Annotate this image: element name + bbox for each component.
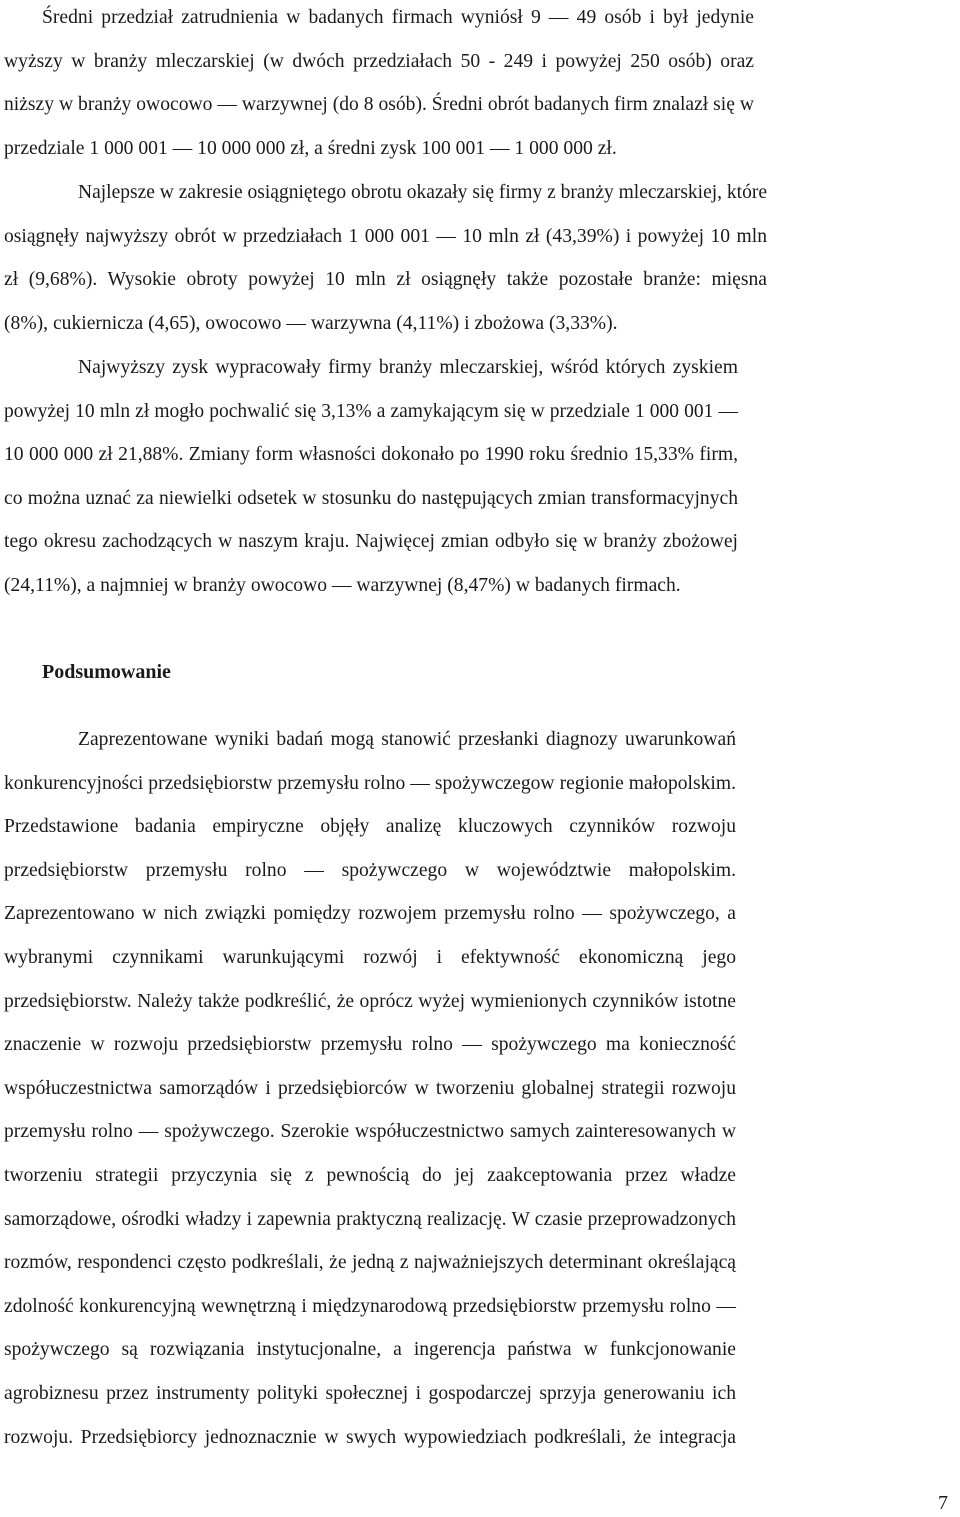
text-line: zł (9,68%). Wysokie obroty powyżej 10 mln zł osiągnęły także pozostałe branże: mięsna bbox=[4, 269, 767, 291]
paragraph-best-turnover bbox=[4, 171, 767, 345]
text-line: znaczenie w rozwoju przedsiębiorstw przemysłu rolno — spożywczego ma konieczność bbox=[4, 1034, 736, 1056]
text-line: samorządowe, ośrodki władzy i zapewnia praktyczną realizację. W czasie przeprowadzonych bbox=[4, 1208, 736, 1230]
text-line: Średni przedział zatrudnienia w badanych firmach wyniósł 9 — 49 osób i był jedynie bbox=[42, 7, 754, 28]
text-line: przedziale 1 000 001 — 10 000 000 zł, a średni zysk 100 001 — 1 000 000 zł. bbox=[4, 137, 617, 159]
text-line: tworzeniu strategii przyczynia się z pewnością do jej zaakceptowania przez władze bbox=[4, 1164, 736, 1186]
text-line: niższy w branży owocowo — warzywnej (do 8 osób). Średni obrót badanych firm znalazł się w bbox=[4, 94, 754, 116]
text-line: przedsiębiorstw. Należy także podkreślić, że oprócz wyżej wymienionych czynników istotne bbox=[4, 990, 736, 1012]
text-line: 10 000 000 zł 21,88%. Zmiany form własności dokonało po 1990 roku średnio 15,33% firm, bbox=[4, 444, 738, 466]
text-line: spożywczego są rozwiązania instytucjonalne, a ingerencja państwa w funkcjonowanie bbox=[4, 1339, 736, 1361]
text-line: wybranymi czynnikami warunkującymi rozwój i efektywność ekonomiczną jego bbox=[4, 946, 736, 968]
text-line: (24,11%), a najmniej w branży owocowo — warzywnej (8,47%) w badanych firmach. bbox=[4, 574, 681, 596]
text-line: Zaprezentowane wyniki badań mogą stanowić przesłanki diagnozy uwarunkowań bbox=[78, 729, 736, 750]
text-line: konkurencyjności przedsiębiorstw przemysłu rolno — spożywczegow regionie małopolskim. bbox=[4, 772, 736, 794]
text-line: tego okresu zachodzących w naszym kraju. Najwięcej zmian odbyło się w branży zbożowej bbox=[4, 531, 738, 553]
text-line: współuczestnictwa samorządów i przedsiębiorców w tworzeniu globalnej strategii rozwoju bbox=[4, 1077, 736, 1099]
text-line: Przedstawione badania empiryczne objęły analizę kluczowych czynników rozwoju bbox=[4, 816, 736, 838]
text-line: Najlepsze w zakresie osiągniętego obrotu okazały się firmy z branży mleczarskiej, które bbox=[78, 182, 767, 203]
text-line: wyższy w branży mleczarskiej (w dwóch przedziałach 50 - 249 i powyżej 250 osób) oraz bbox=[4, 50, 754, 72]
text-line: co można uznać za niewielki odsetek w stosunku do następujących zmian transformacyjnych bbox=[4, 487, 738, 509]
section-heading: Podsumowanie bbox=[42, 661, 171, 683]
text-line: przemysłu rolno — spożywczego. Szerokie współuczestnictwo samych zainteresowanych w bbox=[4, 1121, 736, 1143]
page-number: 7 bbox=[938, 1492, 948, 1514]
paragraph-highest-profit bbox=[4, 346, 738, 608]
text-line: (8%), cukiernicza (4,65), owocowo — warzywna (4,11%) i zbożowa (3,33%). bbox=[4, 312, 618, 334]
paragraph-summary bbox=[4, 718, 736, 1459]
text-line: zdolność konkurencyjną wewnętrzną i międzynarodową przedsiębiorstw przemysłu rolno — bbox=[4, 1295, 736, 1317]
text-line: rozwoju. Przedsiębiorcy jednoznacznie w swych wypowiedziach podkreślali, że integracja bbox=[4, 1426, 736, 1448]
text-line: rozmów, respondenci często podkreślali, że jedną z najważniejszych determinant określającą bbox=[4, 1252, 736, 1274]
paragraph-employment-turnover bbox=[4, 0, 754, 170]
text-line: przedsiębiorstw przemysłu rolno — spożywczego w województwie małopolskim. bbox=[4, 859, 736, 881]
text-line: agrobiznesu przez instrumenty polityki społecznej i gospodarczej sprzyja generowaniu ich bbox=[4, 1382, 736, 1404]
text-line: osiągnęły najwyższy obrót w przedziałach 1 000 001 — 10 mln zł (43,39%) i powyżej 10 mln bbox=[4, 225, 767, 247]
text-line: Zaprezentowano w nich związki pomiędzy rozwojem przemysłu rolno — spożywczego, a bbox=[4, 903, 736, 925]
text-line: powyżej 10 mln zł mogło pochwalić się 3,13% a zamykającym się w przedziale 1 000 001 — bbox=[4, 400, 738, 422]
text-line: Najwyższy zysk wypracowały firmy branży mleczarskiej, wśród których zyskiem bbox=[78, 357, 738, 378]
